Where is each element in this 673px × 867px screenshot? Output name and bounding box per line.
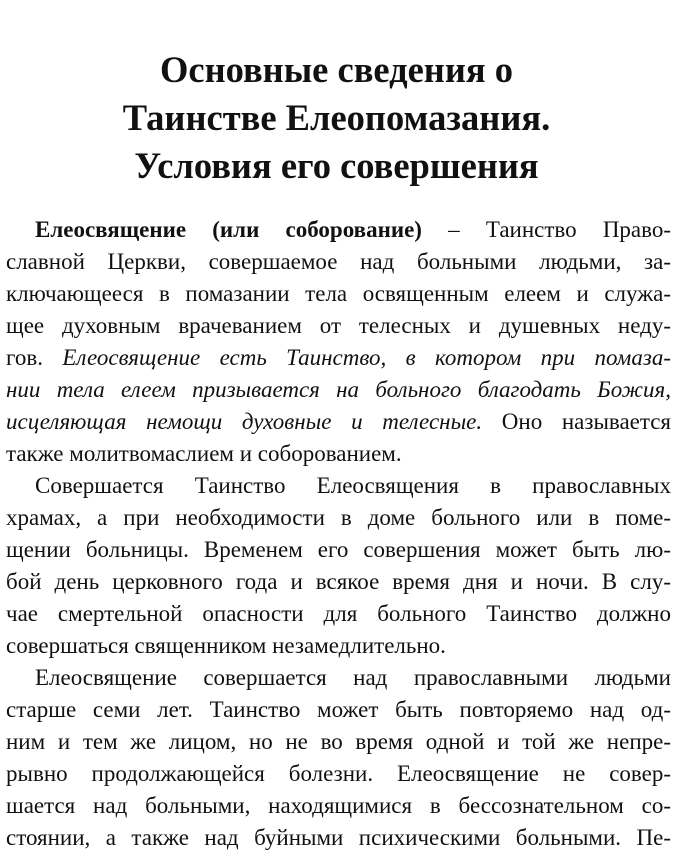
text-line: щее духовным врачеванием от телесных и душевных неду-	[6, 313, 671, 338]
heading-line: Основные сведения о	[159, 49, 513, 90]
text-line: также молитвомаслием и соборованием.	[6, 441, 402, 466]
text-line: щении больницы. Временем его совершения может быть лю-	[6, 537, 671, 562]
text-line: Совершается Таинство Елеосвящения в православных	[35, 473, 671, 498]
text-line: храмах, а при необходимости в доме больного или в поме-	[6, 505, 671, 530]
section-heading	[0, 46, 673, 190]
text-line: стоянии, а также над буйными психическими больными. Пе-	[6, 825, 671, 850]
text-run: – Таинство Право-	[421, 217, 671, 242]
paragraph-definition	[6, 214, 671, 470]
text-line	[6, 214, 671, 246]
text-line	[6, 342, 671, 374]
paragraph-place-and-time	[6, 470, 671, 662]
heading-line: Таинстве Елеопомазания.	[122, 97, 551, 138]
text-run: гов.	[6, 345, 63, 370]
body-text	[6, 214, 671, 854]
text-line: старше семи лет. Таинство может быть повторяемо над од-	[6, 697, 671, 722]
text-line	[6, 406, 671, 438]
text-run: Оно называется	[482, 409, 671, 434]
paragraph-conditions	[6, 662, 671, 854]
heading-line: Условия его совершения	[134, 145, 539, 186]
text-line: славной Церкви, совершаемое над больными людьми, за-	[6, 249, 671, 274]
italic-definition: исцеляющая немощи духовные и телесные.	[6, 409, 483, 434]
text-line: шается над больными, находящимися в бессознательном со-	[6, 793, 671, 818]
text-line: рывно продолжающейся болезни. Елеосвящение не совер-	[6, 761, 671, 786]
bold-term: Елеосвящение (или соборование)	[35, 217, 422, 242]
italic-definition: нии тела елеем призывается на больного благодать Божия,	[6, 377, 671, 402]
text-line: бой день церковного года и всякое время дня и ночи. В слу-	[6, 569, 671, 594]
text-line: Елеосвящение совершается над православными людьми	[35, 665, 671, 690]
text-line: ним и тем же лицом, но не во время одной и той же непре-	[6, 729, 671, 754]
italic-definition: Елеосвящение есть Таинство, в котором при помаза-	[62, 345, 671, 370]
text-line: совершаться священником незамедлительно.	[6, 633, 446, 658]
text-line	[6, 374, 671, 406]
text-line: чае смертельной опасности для больного Таинство должно	[6, 601, 671, 626]
text-line: ключающееся в помазании тела освященным елеем и служа-	[6, 281, 671, 306]
